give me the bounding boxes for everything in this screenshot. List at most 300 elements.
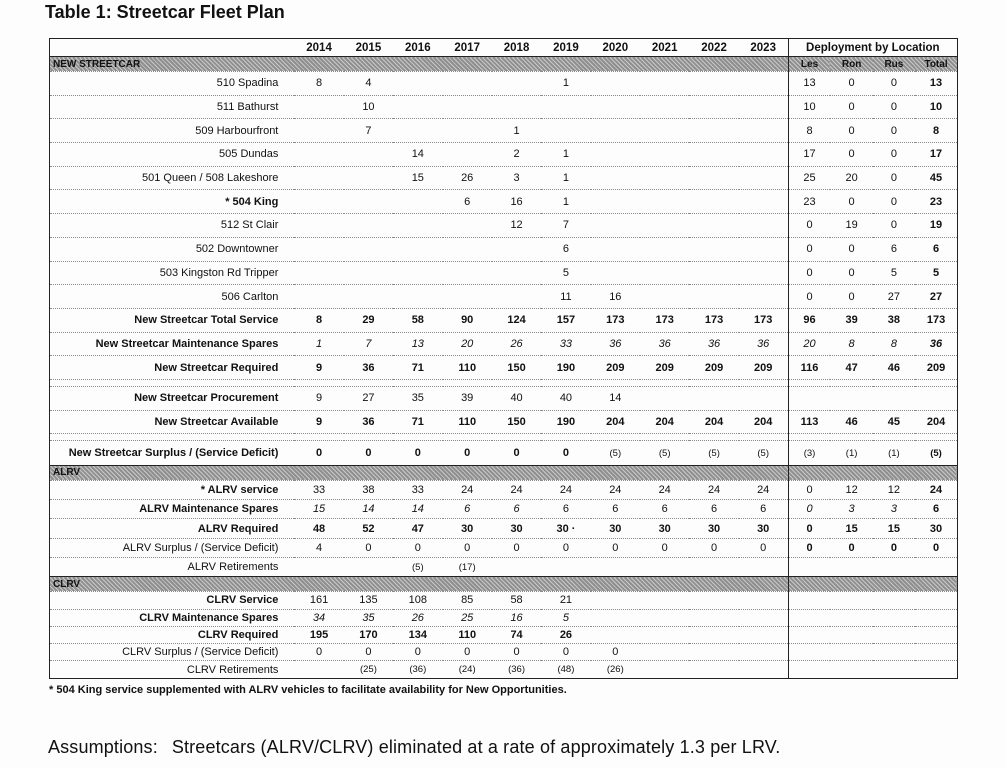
year-value bbox=[294, 558, 343, 577]
year-value: (24) bbox=[443, 661, 492, 678]
deployment-value: 209 bbox=[915, 356, 957, 380]
year-value bbox=[689, 166, 738, 190]
year-value bbox=[294, 285, 343, 309]
year-value bbox=[689, 558, 738, 577]
year-header: 2018 bbox=[492, 39, 541, 57]
table-row bbox=[50, 285, 958, 309]
year-value: 36 bbox=[591, 332, 640, 356]
year-header: 2015 bbox=[344, 39, 393, 57]
year-value: 0 bbox=[393, 538, 442, 557]
row-label: 511 Bathurst bbox=[50, 95, 295, 119]
year-value bbox=[294, 95, 343, 119]
year-value bbox=[443, 119, 492, 143]
year-value bbox=[294, 237, 343, 261]
year-value: 21 bbox=[541, 592, 590, 609]
year-value bbox=[344, 285, 393, 309]
year-value: 33 bbox=[541, 332, 590, 356]
year-value: 204 bbox=[689, 410, 738, 434]
year-value: 0 bbox=[739, 538, 788, 557]
table-row bbox=[50, 72, 958, 96]
deployment-value: 0 bbox=[830, 261, 872, 285]
year-value: 30 bbox=[689, 519, 738, 538]
year-value bbox=[739, 626, 788, 643]
year-value: 4 bbox=[344, 72, 393, 96]
deployment-value: 12 bbox=[830, 480, 872, 499]
year-value: 15 bbox=[294, 500, 343, 519]
table-row bbox=[50, 410, 958, 434]
year-value: 170 bbox=[344, 626, 393, 643]
deployment-value: 0 bbox=[830, 72, 872, 96]
year-value: 209 bbox=[689, 356, 738, 380]
table-row bbox=[50, 261, 958, 285]
year-value bbox=[393, 95, 442, 119]
deployment-value: 0 bbox=[788, 538, 830, 557]
year-value bbox=[591, 609, 640, 626]
deployment-value: 113 bbox=[788, 410, 830, 434]
table-row bbox=[50, 661, 958, 678]
year-value bbox=[640, 386, 689, 410]
year-header: 2016 bbox=[393, 39, 442, 57]
section-label: ALRV bbox=[50, 465, 789, 480]
year-value: 71 bbox=[393, 410, 442, 434]
deployment-value: 0 bbox=[915, 538, 957, 557]
year-value bbox=[344, 237, 393, 261]
row-label: * ALRV service bbox=[50, 480, 295, 499]
deployment-value bbox=[873, 386, 915, 410]
year-value: 0 bbox=[541, 441, 590, 466]
row-label: New Streetcar Surplus / (Service Deficit) bbox=[50, 441, 295, 466]
year-value: (36) bbox=[393, 661, 442, 678]
year-value: 34 bbox=[294, 609, 343, 626]
year-value bbox=[640, 558, 689, 577]
deployment-value: 0 bbox=[788, 285, 830, 309]
year-value: 6 bbox=[492, 500, 541, 519]
location-header: Rus bbox=[873, 57, 915, 72]
year-value: 157 bbox=[541, 308, 590, 332]
year-value: 14 bbox=[591, 386, 640, 410]
year-value: 24 bbox=[591, 480, 640, 499]
deployment-value bbox=[788, 558, 830, 577]
year-value bbox=[640, 261, 689, 285]
year-value: 161 bbox=[294, 592, 343, 609]
deployment-value bbox=[915, 558, 957, 577]
row-label: ALRV Surplus / (Service Deficit) bbox=[50, 538, 295, 557]
year-value bbox=[739, 190, 788, 214]
year-value: 209 bbox=[739, 356, 788, 380]
year-value: 1 bbox=[541, 143, 590, 167]
deployment-value: 0 bbox=[830, 190, 872, 214]
spacer-cell bbox=[788, 434, 957, 441]
deployment-value: 5 bbox=[915, 261, 957, 285]
row-label: 505 Dundas bbox=[50, 143, 295, 167]
spacer-row bbox=[50, 434, 958, 441]
year-header: 2017 bbox=[443, 39, 492, 57]
deployment-value: 96 bbox=[788, 308, 830, 332]
deployment-value: 20 bbox=[830, 166, 872, 190]
deployment-value bbox=[915, 626, 957, 643]
year-value: 108 bbox=[393, 592, 442, 609]
row-label: CLRV Maintenance Spares bbox=[50, 609, 295, 626]
deployment-value: 0 bbox=[788, 214, 830, 238]
deployment-value: 0 bbox=[830, 143, 872, 167]
deployment-value bbox=[788, 644, 830, 661]
year-value bbox=[640, 190, 689, 214]
year-value bbox=[640, 214, 689, 238]
year-value bbox=[393, 237, 442, 261]
deployment-value bbox=[830, 592, 872, 609]
deployment-value: 0 bbox=[788, 519, 830, 538]
year-value bbox=[689, 661, 738, 678]
deployment-value bbox=[873, 626, 915, 643]
year-value bbox=[640, 166, 689, 190]
section-header bbox=[50, 577, 958, 592]
deployment-value: 24 bbox=[915, 480, 957, 499]
assumptions-text: Streetcars (ALRV/CLRV) eliminated at a rate of approximately 1.3 per LRV. bbox=[171, 737, 781, 757]
year-value bbox=[640, 237, 689, 261]
year-value: 190 bbox=[541, 356, 590, 380]
deployment-value: 13 bbox=[788, 72, 830, 96]
year-value: 0 bbox=[541, 538, 590, 557]
footnote: * 504 King service supplemented with ALRV vehicles to facilitate availability for New Opportunities. bbox=[49, 684, 567, 696]
deployment-value bbox=[873, 661, 915, 678]
year-value bbox=[739, 644, 788, 661]
year-value bbox=[689, 119, 738, 143]
deployment-value: 19 bbox=[915, 214, 957, 238]
deployment-value bbox=[915, 592, 957, 609]
deployment-value: 0 bbox=[830, 285, 872, 309]
year-value: 0 bbox=[689, 538, 738, 557]
row-label: New Streetcar Required bbox=[50, 356, 295, 380]
year-value bbox=[640, 95, 689, 119]
year-value: 24 bbox=[689, 480, 738, 499]
year-value: 0 bbox=[443, 538, 492, 557]
year-value: 16 bbox=[591, 285, 640, 309]
deployment-value: 17 bbox=[915, 143, 957, 167]
row-label: 502 Downtowner bbox=[50, 237, 295, 261]
year-value bbox=[443, 237, 492, 261]
year-value bbox=[294, 143, 343, 167]
deployment-value bbox=[830, 661, 872, 678]
year-value: 71 bbox=[393, 356, 442, 380]
deployment-value: 27 bbox=[873, 285, 915, 309]
deployment-value: 0 bbox=[873, 214, 915, 238]
year-value: 7 bbox=[344, 119, 393, 143]
row-label: New Streetcar Total Service bbox=[50, 308, 295, 332]
table-row bbox=[50, 500, 958, 519]
year-value bbox=[689, 190, 738, 214]
deployment-value: 36 bbox=[915, 332, 957, 356]
year-value: 134 bbox=[393, 626, 442, 643]
year-value: 0 bbox=[591, 538, 640, 557]
table-row bbox=[50, 441, 958, 466]
year-value bbox=[739, 214, 788, 238]
deployment-value: 0 bbox=[873, 95, 915, 119]
year-value: 204 bbox=[640, 410, 689, 434]
row-label: 506 Carlton bbox=[50, 285, 295, 309]
year-value: 209 bbox=[640, 356, 689, 380]
year-value bbox=[689, 592, 738, 609]
table-row bbox=[50, 519, 958, 538]
fleet-plan-table bbox=[49, 38, 958, 679]
deployment-value: 0 bbox=[873, 166, 915, 190]
year-value: 58 bbox=[492, 592, 541, 609]
deployment-value: 0 bbox=[873, 190, 915, 214]
year-value bbox=[294, 166, 343, 190]
location-header: Les bbox=[788, 57, 830, 72]
year-value bbox=[640, 72, 689, 96]
table-row bbox=[50, 119, 958, 143]
year-value: 8 bbox=[294, 308, 343, 332]
year-value: 0 bbox=[344, 441, 393, 466]
deployment-value bbox=[830, 609, 872, 626]
year-value bbox=[739, 661, 788, 678]
row-label: CLRV Service bbox=[50, 592, 295, 609]
year-value bbox=[640, 626, 689, 643]
deployment-value: 0 bbox=[788, 500, 830, 519]
row-label: CLRV Required bbox=[50, 626, 295, 643]
deployment-title: Deployment by Location bbox=[788, 39, 957, 57]
row-label: 509 Harbourfront bbox=[50, 119, 295, 143]
year-value: 6 bbox=[739, 500, 788, 519]
year-value: 4 bbox=[294, 538, 343, 557]
year-value: 74 bbox=[492, 626, 541, 643]
year-value: 16 bbox=[492, 190, 541, 214]
year-value bbox=[640, 644, 689, 661]
year-value: 33 bbox=[294, 480, 343, 499]
year-value: 38 bbox=[344, 480, 393, 499]
year-value bbox=[689, 95, 738, 119]
year-value: 30 · bbox=[541, 519, 590, 538]
deployment-value: (3) bbox=[788, 441, 830, 466]
section-deployment-filler bbox=[788, 577, 957, 592]
year-value: 36 bbox=[689, 332, 738, 356]
year-value bbox=[640, 592, 689, 609]
deployment-value: 5 bbox=[873, 261, 915, 285]
deployment-value: 0 bbox=[788, 261, 830, 285]
year-value: 20 bbox=[443, 332, 492, 356]
year-value: (36) bbox=[492, 661, 541, 678]
deployment-value: (5) bbox=[915, 441, 957, 466]
year-value bbox=[443, 261, 492, 285]
year-header: 2019 bbox=[541, 39, 590, 57]
year-value bbox=[739, 143, 788, 167]
spacer-cell bbox=[50, 379, 789, 386]
table-row bbox=[50, 592, 958, 609]
deployment-value: 15 bbox=[830, 519, 872, 538]
deployment-value: 10 bbox=[788, 95, 830, 119]
row-label: ALRV Retirements bbox=[50, 558, 295, 577]
year-value: 26 bbox=[393, 609, 442, 626]
year-value bbox=[393, 261, 442, 285]
year-value: 52 bbox=[344, 519, 393, 538]
deployment-value: 3 bbox=[873, 500, 915, 519]
section-deployment-filler bbox=[788, 465, 957, 480]
spacer-cell bbox=[50, 434, 789, 441]
year-value bbox=[393, 119, 442, 143]
year-value: 30 bbox=[640, 519, 689, 538]
assumptions-label: Assumptions: bbox=[48, 737, 158, 757]
year-value bbox=[443, 143, 492, 167]
deployment-value: 45 bbox=[873, 410, 915, 434]
year-value: 0 bbox=[294, 441, 343, 466]
year-value bbox=[689, 72, 738, 96]
year-value: 26 bbox=[541, 626, 590, 643]
location-header: Total bbox=[915, 57, 957, 72]
year-value bbox=[541, 95, 590, 119]
year-value: 0 bbox=[443, 441, 492, 466]
year-value bbox=[541, 558, 590, 577]
table-row bbox=[50, 558, 958, 577]
year-value: 15 bbox=[393, 166, 442, 190]
year-value bbox=[591, 143, 640, 167]
year-value: 150 bbox=[492, 356, 541, 380]
deployment-value bbox=[915, 386, 957, 410]
table-row bbox=[50, 386, 958, 410]
deployment-value: 23 bbox=[915, 190, 957, 214]
year-value: 195 bbox=[294, 626, 343, 643]
header-row bbox=[50, 39, 958, 57]
year-value: (5) bbox=[393, 558, 442, 577]
year-value: 14 bbox=[393, 143, 442, 167]
deployment-value: 38 bbox=[873, 308, 915, 332]
table-row bbox=[50, 214, 958, 238]
header-blank bbox=[50, 39, 295, 57]
deployment-value: 0 bbox=[830, 119, 872, 143]
year-value: 0 bbox=[492, 644, 541, 661]
deployment-value bbox=[873, 609, 915, 626]
year-value bbox=[739, 237, 788, 261]
year-value bbox=[492, 261, 541, 285]
deployment-value bbox=[830, 558, 872, 577]
section-header bbox=[50, 465, 958, 480]
year-value: (48) bbox=[541, 661, 590, 678]
deployment-value bbox=[788, 609, 830, 626]
year-value: (5) bbox=[591, 441, 640, 466]
year-value: (17) bbox=[443, 558, 492, 577]
year-value: (26) bbox=[591, 661, 640, 678]
year-value bbox=[344, 261, 393, 285]
year-value: 0 bbox=[492, 441, 541, 466]
year-value bbox=[294, 190, 343, 214]
year-value bbox=[640, 119, 689, 143]
deployment-value: 27 bbox=[915, 285, 957, 309]
year-value bbox=[689, 214, 738, 238]
deployment-value: 23 bbox=[788, 190, 830, 214]
year-value: 30 bbox=[739, 519, 788, 538]
year-value bbox=[591, 166, 640, 190]
row-label: New Streetcar Maintenance Spares bbox=[50, 332, 295, 356]
table-row bbox=[50, 644, 958, 661]
year-value: 47 bbox=[393, 519, 442, 538]
year-value: 25 bbox=[443, 609, 492, 626]
row-label: New Streetcar Available bbox=[50, 410, 295, 434]
deployment-value bbox=[788, 592, 830, 609]
year-value: 12 bbox=[492, 214, 541, 238]
year-value: 209 bbox=[591, 356, 640, 380]
year-value: 9 bbox=[294, 410, 343, 434]
year-value: 14 bbox=[344, 500, 393, 519]
year-value bbox=[344, 166, 393, 190]
year-value: 0 bbox=[492, 538, 541, 557]
deployment-value bbox=[915, 609, 957, 626]
year-value bbox=[344, 143, 393, 167]
year-value: (5) bbox=[689, 441, 738, 466]
year-value: 1 bbox=[294, 332, 343, 356]
year-value: 173 bbox=[689, 308, 738, 332]
year-value bbox=[689, 285, 738, 309]
table-row bbox=[50, 609, 958, 626]
deployment-value: 17 bbox=[788, 143, 830, 167]
deployment-value: (1) bbox=[830, 441, 872, 466]
deployment-value: 25 bbox=[788, 166, 830, 190]
deployment-value: 6 bbox=[915, 500, 957, 519]
year-value bbox=[344, 558, 393, 577]
year-value bbox=[344, 190, 393, 214]
row-label: CLRV Surplus / (Service Deficit) bbox=[50, 644, 295, 661]
year-value bbox=[689, 386, 738, 410]
section-header bbox=[50, 57, 958, 72]
row-label: 510 Spadina bbox=[50, 72, 295, 96]
deployment-value: 0 bbox=[873, 72, 915, 96]
deployment-value: 46 bbox=[830, 410, 872, 434]
table-row bbox=[50, 143, 958, 167]
year-value: 6 bbox=[443, 190, 492, 214]
year-value: 5 bbox=[541, 261, 590, 285]
row-label: CLRV Retirements bbox=[50, 661, 295, 678]
year-value bbox=[591, 214, 640, 238]
year-value: 110 bbox=[443, 410, 492, 434]
year-value: 6 bbox=[591, 500, 640, 519]
year-header: 2023 bbox=[739, 39, 788, 57]
table-row bbox=[50, 308, 958, 332]
year-value: 173 bbox=[640, 308, 689, 332]
deployment-value: 0 bbox=[788, 237, 830, 261]
year-value: 30 bbox=[591, 519, 640, 538]
year-value: 11 bbox=[541, 285, 590, 309]
year-value bbox=[739, 386, 788, 410]
table-row bbox=[50, 190, 958, 214]
deployment-value: 0 bbox=[830, 237, 872, 261]
year-value: 24 bbox=[739, 480, 788, 499]
deployment-value: 13 bbox=[915, 72, 957, 96]
year-value: 40 bbox=[541, 386, 590, 410]
year-value: 173 bbox=[739, 308, 788, 332]
year-value bbox=[541, 119, 590, 143]
deployment-value: 204 bbox=[915, 410, 957, 434]
deployment-value: 19 bbox=[830, 214, 872, 238]
year-value: 24 bbox=[640, 480, 689, 499]
year-value: 8 bbox=[294, 72, 343, 96]
year-value: 40 bbox=[492, 386, 541, 410]
year-value: 110 bbox=[443, 356, 492, 380]
deployment-value: 8 bbox=[873, 332, 915, 356]
year-value bbox=[591, 72, 640, 96]
deployment-value: 39 bbox=[830, 308, 872, 332]
year-value: 58 bbox=[393, 308, 442, 332]
deployment-value: 8 bbox=[915, 119, 957, 143]
year-value: 35 bbox=[393, 386, 442, 410]
year-value: 0 bbox=[344, 538, 393, 557]
year-value bbox=[492, 558, 541, 577]
row-label: New Streetcar Procurement bbox=[50, 386, 295, 410]
deployment-value: 3 bbox=[830, 500, 872, 519]
deployment-value: 6 bbox=[915, 237, 957, 261]
year-value bbox=[640, 609, 689, 626]
year-value: 29 bbox=[344, 308, 393, 332]
year-value: 1 bbox=[541, 190, 590, 214]
table-row bbox=[50, 237, 958, 261]
year-value bbox=[739, 261, 788, 285]
